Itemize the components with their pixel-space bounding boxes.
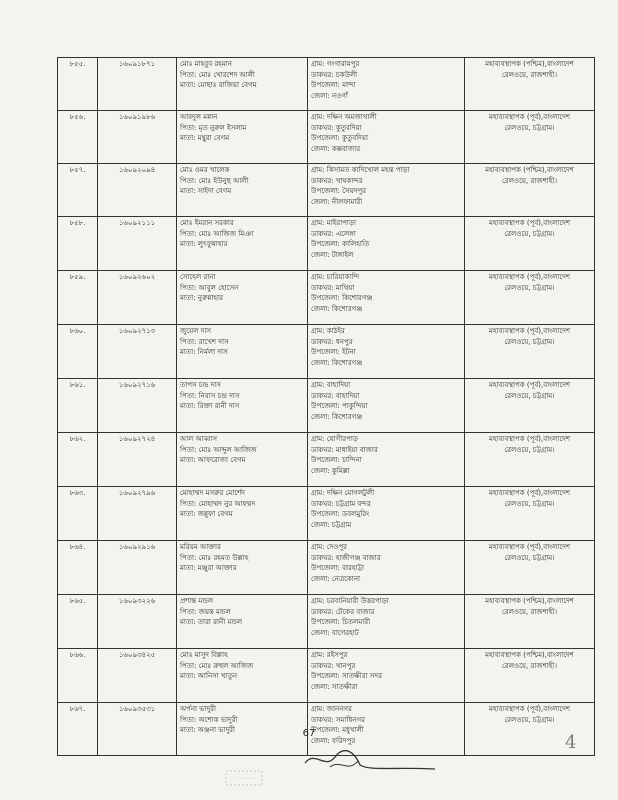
name-cell — [177, 325, 308, 379]
name-cell — [177, 217, 308, 271]
office2-text: রেলওয়ে, রাজশাহী। — [502, 661, 557, 670]
village-text: গ্রাম: কিসামত কাদিখোল মহন্ত পাড়া — [311, 166, 410, 174]
serial-cell — [58, 325, 98, 379]
name-cell — [177, 111, 308, 164]
district-text: জেলা: কক্সবাজার — [311, 144, 361, 153]
serial-cell — [58, 649, 98, 703]
father-text: পিতা: মোঃ আব্দুল আজিজ — [180, 445, 257, 454]
address-cell — [308, 111, 465, 164]
posting-office-cell — [465, 595, 595, 649]
district-text: জেলা: নওগাঁ — [311, 91, 348, 100]
mother-text: মাতা: নির্মলা দাস — [180, 348, 228, 356]
name-text: অর্পনা ভাদুরী — [180, 705, 217, 713]
serial-text: ৮৬৩. — [69, 489, 86, 497]
upazila-text: উপজেলা: চান্দিনা — [311, 456, 362, 464]
office1-text: মহাব্যবস্থাপক (পশ্চিম),বাংলাদেশ — [485, 597, 574, 605]
table-row — [58, 325, 595, 379]
name-cell — [177, 164, 308, 217]
name-cell — [177, 649, 308, 703]
serial-cell — [58, 58, 98, 111]
post-text: ডাকঘর: এলেঙ্গা — [311, 229, 356, 238]
father-text: পিতা: অশোক ভাদুরী — [180, 715, 238, 724]
post-text: ডাকঘর: চকউলী — [311, 70, 358, 79]
mother-text: মাতা: অঞ্জনা ভাদুরী — [180, 726, 236, 734]
table-row — [58, 595, 595, 649]
table-row — [58, 217, 595, 271]
name-cell — [177, 487, 308, 541]
name-text: মোঃ ওমর খালেক — [180, 166, 230, 174]
roll-cell — [98, 111, 177, 164]
posting-office-cell — [465, 325, 595, 379]
village-text: গ্রাম: দক্ষিন অমজাখালী — [311, 113, 377, 121]
father-text: পিতা: মোঃ ইউনুছ আলী — [180, 176, 249, 185]
post-text: ডাকঘর: খাষকান্দর — [311, 176, 363, 185]
name-cell — [177, 58, 308, 111]
office1-text: মহাব্যবস্থাপক (পূর্ব),বাংলাদেশ — [488, 543, 571, 551]
roll-cell — [98, 271, 177, 325]
roll-cell — [98, 325, 177, 379]
serial-text: ৮৫৭. — [69, 166, 86, 174]
upazila-text: উপজেলা: পাকুন্দিয়া — [311, 402, 368, 410]
serial-cell — [58, 379, 98, 433]
faint-stamp — [225, 770, 263, 786]
roll-text: ১৬০৯৩২২৬ — [118, 597, 156, 605]
village-text: গ্রাম: গংগারামপুর — [311, 60, 360, 68]
district-text: জেলা: নীলফামারী — [311, 197, 363, 206]
table-row — [58, 58, 595, 111]
office1-text: মহাব্যবস্থাপক (পূর্ব),বাংলাদেশ — [488, 327, 571, 335]
name-text: মোঃ ইমরান সরকার — [180, 219, 234, 227]
district-text: জেলা: নেত্রকোনা — [311, 574, 361, 583]
district-text: জেলা: টাঙ্গাইল — [311, 250, 354, 259]
roll-cell — [98, 58, 177, 111]
serial-cell — [58, 111, 98, 164]
roll-cell — [98, 164, 177, 217]
serial-text: ৮৬২. — [69, 435, 86, 443]
upazila-text: উপজেলা: সৈয়দপুর — [311, 187, 366, 195]
office2-text: রেলওয়ে, রাজশাহী। — [502, 70, 557, 79]
serial-cell — [58, 487, 98, 541]
office2-text: রেলওয়ে, চট্টগ্রাম। — [504, 715, 555, 724]
posting-office-cell — [465, 379, 595, 433]
table-row — [58, 164, 595, 217]
post-text: ডাকঘর: সমাধিনগর — [311, 715, 365, 724]
address-cell — [308, 379, 465, 433]
posting-office-cell — [465, 164, 595, 217]
address-cell — [308, 541, 465, 595]
father-text: পিতা: মোঃ রুহুল আজিজ — [180, 661, 254, 670]
table-row — [58, 649, 595, 703]
roll-text: ১৬০৯১৯৮৬ — [118, 113, 156, 121]
father-text: পিতা: নিবাস চন্দ্র দাস — [180, 391, 240, 400]
office2-text: রেলওয়ে, চট্টগ্রাম। — [504, 337, 555, 346]
mother-text: মাতা: রিক্তা রানী দাস — [180, 402, 240, 410]
office2-text: রেলওয়ে, চট্টগ্রাম। — [504, 445, 555, 454]
mother-text: মাতা: মোছাঃ রাজিয়া বেগম — [180, 81, 257, 89]
name-text: মরিয়ম আক্তার — [180, 543, 221, 551]
village-text: গ্রাম: চরবানিয়ারী উত্তরপাড়া — [311, 597, 389, 605]
district-text: জেলা: কিশোরগঞ্জ — [311, 304, 363, 313]
mother-text: মাতা: জন্নুফা বেগম — [180, 510, 233, 518]
posting-office-cell — [465, 433, 595, 487]
roll-text: ১৬০৯২৭১৬ — [118, 381, 156, 389]
serial-text: ৮৫৮. — [69, 219, 86, 227]
office1-text: মহাব্যবস্থাপক (পূর্ব),বাংলাদেশ — [488, 381, 571, 389]
father-text: পিতা: মৃত নুরুল ইসলাম — [180, 123, 247, 132]
district-text: জেলা: ফরিদপুর — [311, 736, 356, 745]
father-text: পিতা: রাখেশ দাস — [180, 337, 229, 346]
name-cell — [177, 595, 308, 649]
office2-text: রেলওয়ে, চট্টগ্রাম। — [504, 283, 555, 292]
serial-text: ৮৬৫. — [69, 597, 86, 605]
upazila-text: উপজেলা: কালিহাতি — [311, 240, 370, 248]
village-text: গ্রাম: দেওপুর — [311, 543, 348, 551]
post-text: ডাকঘর: টেকের বাজার — [311, 607, 375, 616]
office1-text: মহাব্যবস্থাপক (পশ্চিম),বাংলাদেশ — [485, 651, 574, 659]
serial-cell — [58, 595, 98, 649]
roll-cell — [98, 595, 177, 649]
upazila-text: উপজেলা: মধুখালী — [311, 726, 364, 734]
table-body — [58, 58, 595, 756]
office1-text: মহাব্যবস্থাপক (পূর্ব),বাংলাদেশ — [488, 273, 571, 281]
father-text: পিতা: মোঃ আজিজ মিঞা — [180, 229, 254, 238]
village-text: গ্রাম: রইসপুর — [311, 651, 348, 659]
post-text: ডাকঘর: হাজীগঞ্জ বাজার — [311, 553, 381, 562]
signature-scribble — [300, 745, 440, 775]
office2-text: রেলওয়ে, চট্টগ্রাম। — [504, 499, 555, 508]
posting-office-cell — [465, 217, 595, 271]
father-text: পিতা: মোঃ খোরশেদ আলী — [180, 70, 255, 79]
post-text: ডাকঘর: ধনপুর — [311, 337, 353, 346]
serial-text: ৮৬৬. — [69, 651, 86, 659]
address-cell — [308, 649, 465, 703]
district-text: জেলা: কিশোরগঞ্জ — [311, 358, 363, 367]
village-text: গ্রাম: যোগীরপাড় — [311, 435, 358, 443]
posting-office-cell — [465, 111, 595, 164]
post-text: ডাকঘর: বাহাদিয়া — [311, 391, 360, 400]
district-text: জেলা: বাগেরহাট — [311, 628, 359, 637]
name-text: মোহাম্মদ মসরুর মোর্শেদ — [180, 489, 245, 497]
village-text: গ্রাম: দক্ষিন মোগলটুলী — [311, 489, 375, 497]
name-cell — [177, 379, 308, 433]
village-text: গ্রাম: মাইরাপাড়া — [311, 219, 356, 227]
post-text: ডাকঘর: খানপুর — [311, 661, 356, 670]
village-text: গ্রাম: চারিয়াকান্দি — [311, 273, 360, 281]
upazila-text: উপজেলা: বারহাট্টা — [311, 564, 365, 572]
upazila-text: উপজেলা: মান্দা — [311, 81, 356, 89]
father-text: পিতা: মোহাম্মদ নুর আহম্মদ — [180, 499, 256, 508]
mother-text: মাতা: নুরুন্নাহার — [180, 294, 223, 302]
upazila-text: উপজেলা: চিতলমারী — [311, 618, 371, 626]
office1-text: মহাব্যবস্থাপক (পূর্ব),বাংলাদেশ — [488, 219, 571, 227]
address-cell — [308, 271, 465, 325]
address-cell — [308, 217, 465, 271]
office1-text: মহাব্যবস্থাপক (পূর্ব),বাংলাদেশ — [488, 435, 571, 443]
office2-text: রেলওয়ে, রাজশাহী। — [502, 607, 557, 616]
mother-text: মাতা: সাইদা বেগম — [180, 187, 232, 195]
village-text: গ্রাম: বাহাদিয়া — [311, 381, 351, 389]
serial-cell — [58, 433, 98, 487]
office2-text: রেলওয়ে, চট্টগ্রাম। — [504, 391, 555, 400]
posting-office-cell — [465, 487, 595, 541]
address-cell — [308, 325, 465, 379]
roll-text: ১৬০৯১৮৭১ — [118, 60, 156, 68]
posting-office-cell — [465, 649, 595, 703]
roll-text: ১৬০৯২৯১৬ — [118, 543, 156, 551]
upazila-text: উপজেলা: ইটনা — [311, 348, 356, 356]
name-text: প্রশান্ত মন্ডল — [180, 597, 214, 605]
post-text: ডাকঘর: কুতুবদিয়া — [311, 123, 362, 132]
name-text: আবদুল মন্নান — [180, 113, 218, 121]
table-row — [58, 487, 595, 541]
name-text: আল আব্বাস — [180, 435, 217, 443]
roll-cell — [98, 649, 177, 703]
roll-text: ১৬০৯২৭১৩ — [118, 327, 156, 335]
office2-text: রেলওয়ে, চট্টগ্রাম। — [504, 229, 555, 238]
table-row — [58, 111, 595, 164]
serial-text: ৮৫৬. — [69, 113, 86, 121]
office1-text: মহাব্যবস্থাপক (পূর্ব),বাংলাদেশ — [488, 489, 571, 497]
serial-text: ৮৬৪. — [69, 543, 86, 551]
roll-text: ১৬০৯২৬০২ — [118, 273, 156, 281]
mother-text: মাতা: আফরোজা বেগম — [180, 456, 246, 464]
name-text: মোঃ মাহবুব রহমান — [180, 60, 232, 68]
serial-text: ৮৬৭. — [69, 705, 86, 713]
office1-text: মহাব্যবস্থাপক (পূর্ব),বাংলাদেশ — [488, 113, 571, 121]
serial-text: ৮৬১. — [69, 381, 86, 389]
mother-text: মাতা: মঞ্জুরা আক্তার — [180, 564, 237, 572]
office2-text: রেলওয়ে, রাজশাহী। — [502, 176, 557, 185]
office1-text: মহাব্যবস্থাপক (পশ্চিম),বাংলাদেশ — [485, 60, 574, 68]
district-text: জেলা: সাতক্ষীরা — [311, 682, 358, 691]
serial-text: ৮৫৫. — [69, 60, 86, 68]
serial-cell — [58, 271, 98, 325]
name-text: মোঃ মাসুদ বিল্লাহ — [180, 651, 228, 659]
posting-office-cell — [465, 271, 595, 325]
roll-text: ১৬০৯২৭২৪ — [118, 435, 156, 443]
roll-text: ১৬০৯২১১১ — [118, 219, 156, 227]
post-text: ডাকঘর: মাথিয়া — [311, 283, 355, 292]
mother-text: মাতা: তারা রানী মন্ডল — [180, 618, 243, 626]
name-cell — [177, 433, 308, 487]
handwritten-page-mark: 4 — [565, 732, 577, 753]
candidate-table — [57, 57, 595, 756]
district-text: জেলা: কুমিল্লা — [311, 466, 350, 475]
mother-text: মাতা: লুৎফুন্নাহার — [180, 240, 228, 248]
roll-text: ১৬০৯৩৫৩১ — [118, 705, 156, 713]
address-cell — [308, 433, 465, 487]
village-text: গ্রাম: জাননগর — [311, 705, 352, 713]
address-cell — [308, 595, 465, 649]
name-text: জুয়েল দাস — [180, 327, 211, 335]
roll-cell — [98, 379, 177, 433]
serial-cell — [58, 164, 98, 217]
page-number: 67 — [302, 728, 316, 739]
table-row — [58, 271, 595, 325]
village-text: গ্রাম: কাঠইর — [311, 327, 345, 335]
serial-cell — [58, 541, 98, 595]
father-text: পিতা: আবুল হোসেন — [180, 283, 239, 292]
name-text: তাপস চন্দ্র দাস — [180, 381, 221, 389]
post-text: ডাকঘর: মাধাইয়া বাজার — [311, 445, 378, 454]
roll-cell — [98, 217, 177, 271]
father-text: পিতা: জয়ন্ত মন্ডল — [180, 607, 231, 616]
posting-office-cell — [465, 541, 595, 595]
district-text: জেলা: চট্টগ্রাম — [311, 520, 352, 529]
upazila-text: উপজেলা: কিশোরগঞ্জ — [311, 294, 373, 302]
table-row — [58, 433, 595, 487]
table-row — [58, 379, 595, 433]
serial-cell — [58, 217, 98, 271]
office2-text: রেলওয়ে, চট্টগ্রাম। — [504, 123, 555, 132]
roll-cell — [98, 487, 177, 541]
address-cell — [308, 58, 465, 111]
office1-text: মহাব্যবস্থাপক (পূর্ব),বাংলাদেশ — [488, 705, 571, 713]
post-text: ডাকঘর: চট্টগ্রাম বন্দর — [311, 499, 371, 508]
name-text: সোহেল রানা — [180, 273, 216, 281]
district-text: জেলা: কিশোরগঞ্জ — [311, 412, 363, 421]
office1-text: মহাব্যবস্থাপক (পশ্চিম),বাংলাদেশ — [485, 166, 574, 174]
roll-text: ১৬০৯৩৪২৫ — [118, 651, 156, 659]
serial-text: ৮৬০. — [69, 327, 86, 335]
name-cell — [177, 271, 308, 325]
roll-cell — [98, 433, 177, 487]
father-text: পিতা: মোঃ রহমত উল্লাহ — [180, 553, 249, 562]
address-cell — [308, 487, 465, 541]
mother-text: মাতা: মন্থুরা বেগম — [180, 134, 230, 142]
upazila-text: উপজেলা: ডবলমুরিং — [311, 510, 370, 518]
address-cell — [308, 164, 465, 217]
upazila-text: উপজেলা: সাতক্ষীরা সদর — [311, 672, 382, 680]
office2-text: রেলওয়ে, চট্টগ্রাম। — [504, 553, 555, 562]
roll-text: ১৬০৯২০৯৪ — [118, 166, 156, 174]
table-row — [58, 541, 595, 595]
posting-office-cell — [465, 58, 595, 111]
roll-text: ১৬০৯২৭৯৬ — [118, 489, 156, 497]
serial-text: ৮৫৯. — [69, 273, 86, 281]
name-cell — [177, 541, 308, 595]
mother-text: মাতা: আনিসা খাতুন — [180, 672, 238, 680]
roll-cell — [98, 541, 177, 595]
upazila-text: উপজেলা: কুতুবদিয়া — [311, 134, 368, 142]
